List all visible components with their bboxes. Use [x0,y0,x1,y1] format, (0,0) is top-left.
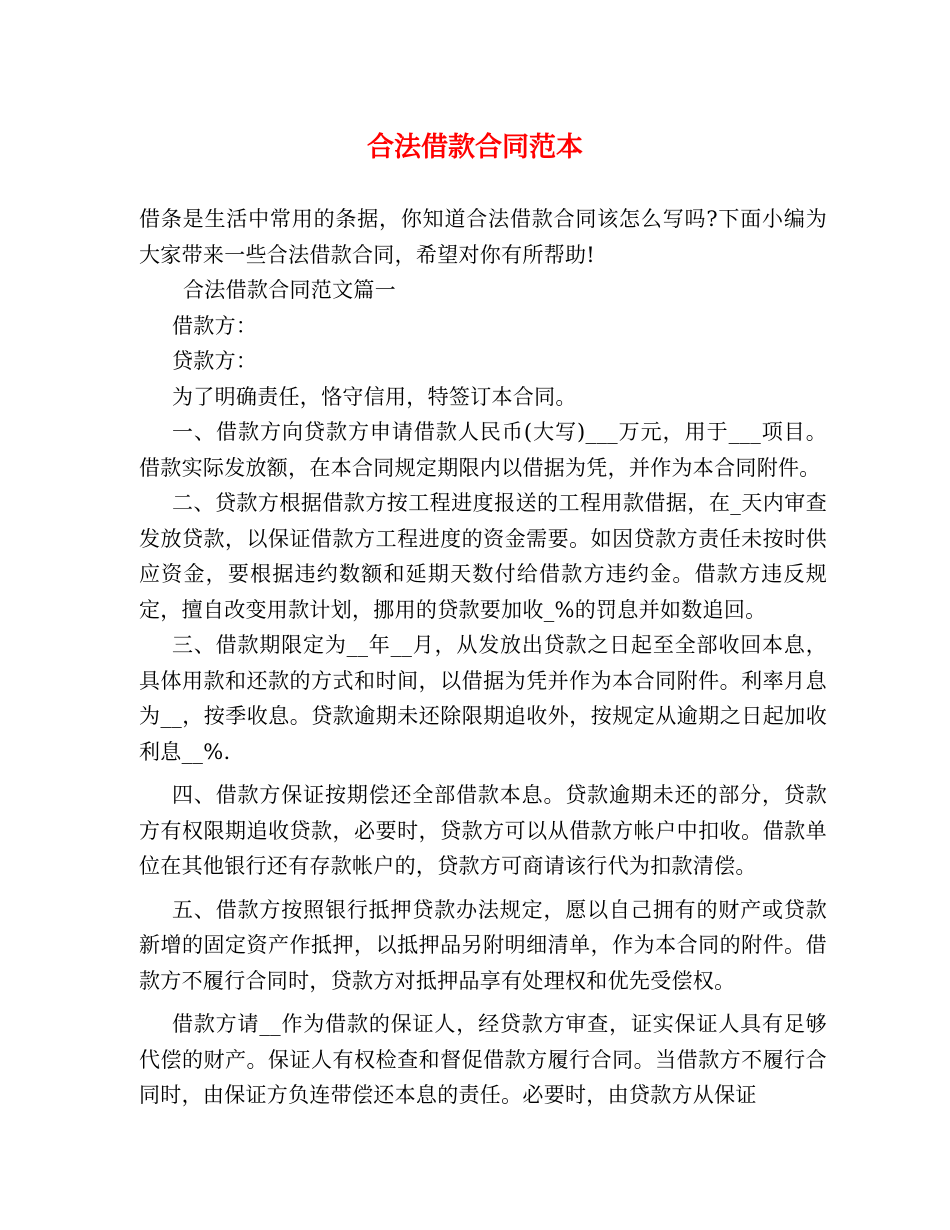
clause-5-paragraph: 五、借款方按照银行抵押贷款办法规定，愿以自己拥有的财产或贷款新增的固定资产作抵押，以抵押品另附明细清单，作为本合同的附件。借款方不履行合同时，贷款方对抵押品享有处理权和优先受偿权。 [139,897,827,993]
clause-2-paragraph: 二、贷款方根据借款方按工程进度报送的工程用款借据，在_天内审查发放贷款，以保证借款方工程进度的资金需要。如因贷款方责任未按时供应资金，要根据违约数额和延期天数付给借款方违约金。借款方违反规定，擅自改变用款计划，挪用的贷款要加收_%的罚息并如数追回。 [139,491,827,622]
borrower-label: 借款方： [172,313,258,338]
section-heading: 合法借款合同范文篇一 [183,278,396,302]
preamble-paragraph: 为了明确责任，恪守信用，特签订本合同。 [172,384,577,409]
clause-3-paragraph: 三、借款期限定为__年__月，从发放出贷款之日起至全部收回本息，具体用款和还款的方式和时间，以借据为凭并作为本合同附件。利率月息为__，按季收息。贷款逾期未还除限期追收外，按规定从逾期之日起加收利息__%. [139,633,827,764]
guarantor-paragraph: 借款方请__作为借款的保证人，经贷款方审查，证实保证人具有足够代偿的财产。保证人有权检查和督促借款方履行合同。当借款方不履行合同时，由保证方负连带偿还本息的责任。必要时，由贷款方从保证 [139,1012,827,1107]
clause-4-paragraph: 四、借款方保证按期偿还全部借款本息。贷款逾期未还的部分，贷款方有权限期追收贷款，必要时，贷款方可以从借款方帐户中扣收。借款单位在其他银行还有存款帐户的，贷款方可商请该行代为扣款清偿。 [139,783,827,878]
intro-paragraph: 借条是生活中常用的条据，你知道合法借款合同该怎么写吗?下面小编为大家带来一些合法借款合同，希望对你有所帮助! [139,207,827,267]
document-title: 合法借款合同范本 [367,132,583,163]
clause-1-paragraph: 一、借款方向贷款方申请借款人民币(大写)___万元，用于___项目。借款实际发放额，在本合同规定期限内以借据为凭，并作为本合同附件。 [139,420,827,480]
document-body [139,202,827,1114]
lender-label: 贷款方： [172,349,258,373]
